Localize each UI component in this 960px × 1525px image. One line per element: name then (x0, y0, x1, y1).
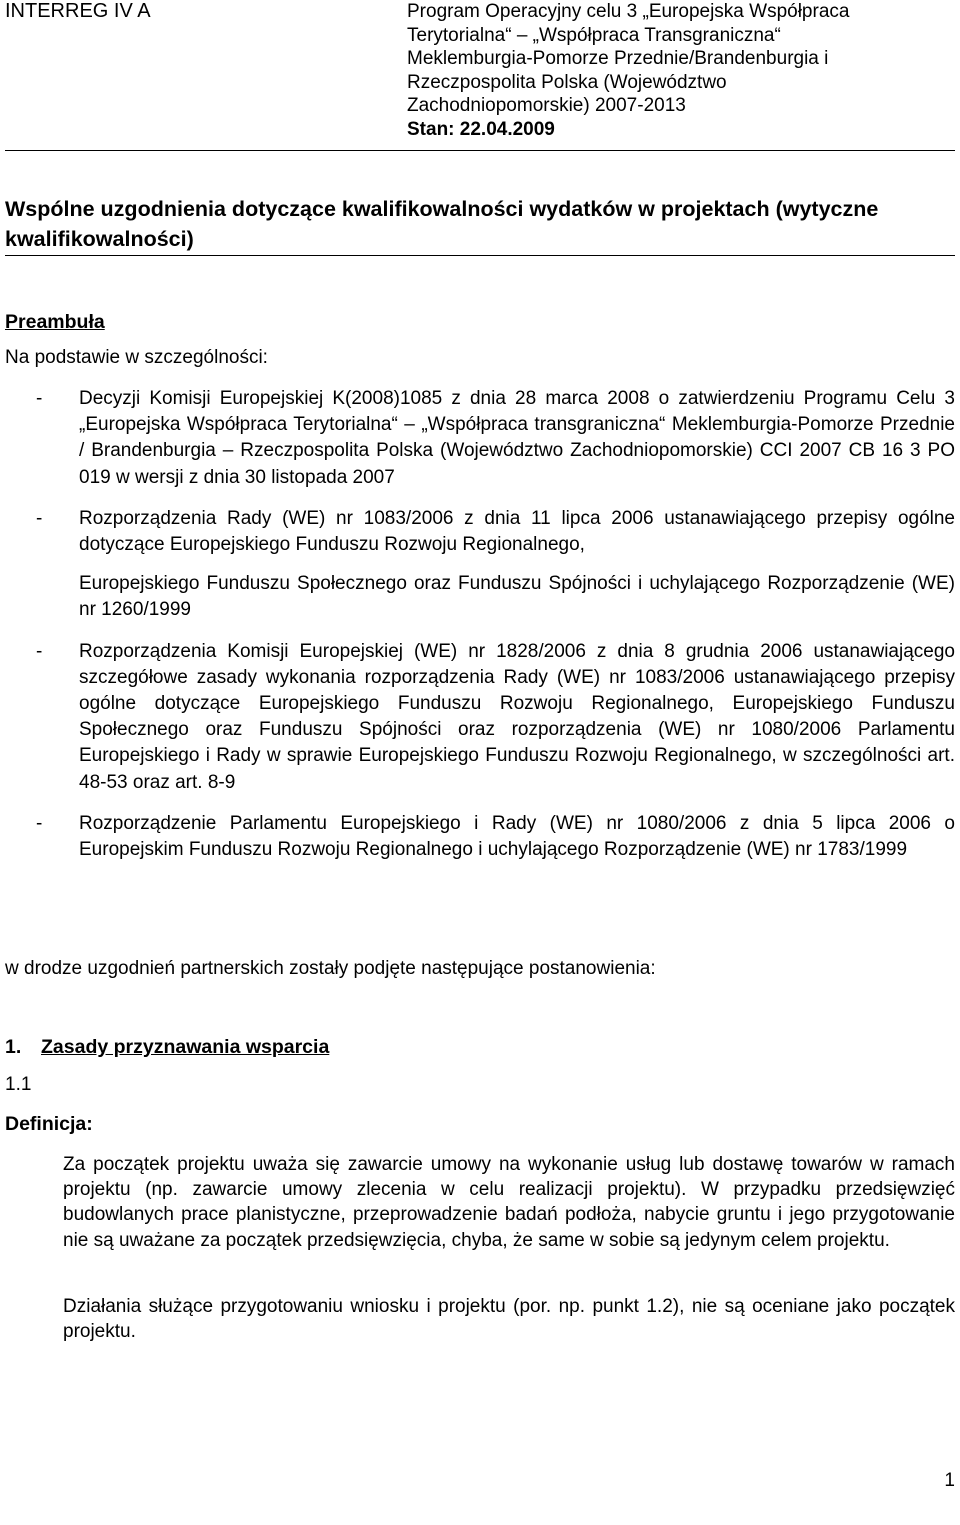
legal-basis-list (5, 386, 955, 878)
program-line: Terytorialna“ – „Współpraca Transgraniczna“ (407, 24, 781, 46)
document-header (5, 0, 955, 150)
list-dash: - (36, 507, 43, 529)
program-line: Program Operacyjny celu 3 „Europejska Współpraca (407, 1, 850, 22)
legal-basis-text: Rozporządzenia Komisji Europejskiej (WE) nr 1828/2006 z dnia 8 grudnia 2006 ustanawiającego szczegółowe zasady wykonania rozporządzenia Rady (WE) nr 1083/2006 ustanawiającego przepisy ogólne dotyczące Europejskiego Funduszu Rozwoju Regionalnego, Europejskiego Funduszu Społecznego oraz Funduszu Spójności oraz rozporządzenia (WE) nr 1080/2006 Parlamentu Europejskiego i Rady w sprawie Europejskiego Funduszu Rozwoju Regionalnego, w szczególności art. 48-53 oraz art. 8-9 (79, 640, 955, 793)
definition-label: Definicja: (5, 1113, 93, 1135)
list-dash: - (36, 640, 43, 662)
header-rule (5, 150, 955, 151)
preamble-conclusion: w drodze uzgodnień partnerskich zostały podjęte następujące postanowienia: (5, 958, 656, 979)
section-heading (5, 1034, 329, 1060)
legal-basis-text: Europejskiego Funduszu Społecznego oraz Funduszu Spójności i uchylającego Rozporządzenie (WE) nr 1260/1999 (79, 573, 955, 621)
definition-text: Za początek projektu uważa się zawarcie umowy na wykonanie usług lub dostawę towarów w ramach projektu (np. zawarcie umowy zlecenia w celu realizacji projektu). W przypadku przedsięwzięć budowlanych prace planistyczne, przeprowadzenie badań podłoża, nabycie gruntu i jego przygotowanie nie są uważane za początek przedsięwzięcia, chyba, że same w sobie są jedynym celem projektu. (63, 1154, 955, 1251)
legal-basis-item (5, 506, 955, 624)
document-title: Wspólne uzgodnienia dotyczące kwalifikowalności wydatków w projektach (wytyczne kwalifikowalności) (5, 197, 879, 251)
program-line: Zachodniopomorskie) 2007-2013 (407, 95, 686, 117)
section-number: 1. (5, 1036, 22, 1058)
legal-basis-text: Decyzji Komisji Europejskiej K(2008)1085 z dnia 28 marca 2008 o zatwierdzeniu Programu Celu 3 „Europejska Współpraca Terytorialna“ – „Współpraca transgraniczna“ Meklemburgia-Pomorze Przednie / Brandenburgia – Rzeczpospolita Polska (Województwo Zachodniopomorskie) CCI 2007 CB 16 3 PO 019 w wersji z dnia 30 listopada 2007 (79, 388, 955, 488)
legal-basis-text: Rozporządzenie Parlamentu Europejskiego i Rady (WE) nr 1080/2006 z dnia 5 lipca 2006 o Europejskim Funduszu Rozwoju Regionalnego i uchylającego Rozporządzenie (WE) nr 1783/1999 (79, 812, 955, 861)
program-code: INTERREG IV A (5, 0, 151, 22)
page-number: 1 (944, 1470, 955, 1491)
legal-basis-item (5, 386, 955, 491)
preamble-heading: Preambuła (5, 311, 105, 333)
list-dash: - (36, 388, 43, 409)
legal-basis-text: Rozporządzenia Rady (WE) nr 1083/2006 z dnia 11 lipca 2006 ustanawiającego przepisy ogólne dotyczące Europejskiego Funduszu Rozwoju Regionalnego, (79, 507, 955, 556)
title-rule (5, 255, 955, 256)
definition-text-2: Działania służące przygotowaniu wniosku i projektu (por. np. punkt 1.2), nie są oceniane jako początek projektu. (63, 1296, 955, 1343)
legal-basis-item (5, 811, 955, 863)
preamble-intro: Na podstawie w szczególności: (5, 347, 268, 368)
subsection-number: 1.1 (5, 1074, 32, 1095)
program-line: Meklemburgia-Pomorze Przednie/Brandenburgia i (407, 48, 829, 70)
status-date: Stan: 22.04.2009 (407, 118, 555, 140)
program-line: Rzeczpospolita Polska (Województwo (407, 71, 727, 93)
program-description (407, 0, 927, 142)
list-dash: - (36, 812, 43, 834)
section-title: Zasady przyznawania wsparcia (41, 1036, 330, 1058)
legal-basis-item (5, 639, 955, 796)
